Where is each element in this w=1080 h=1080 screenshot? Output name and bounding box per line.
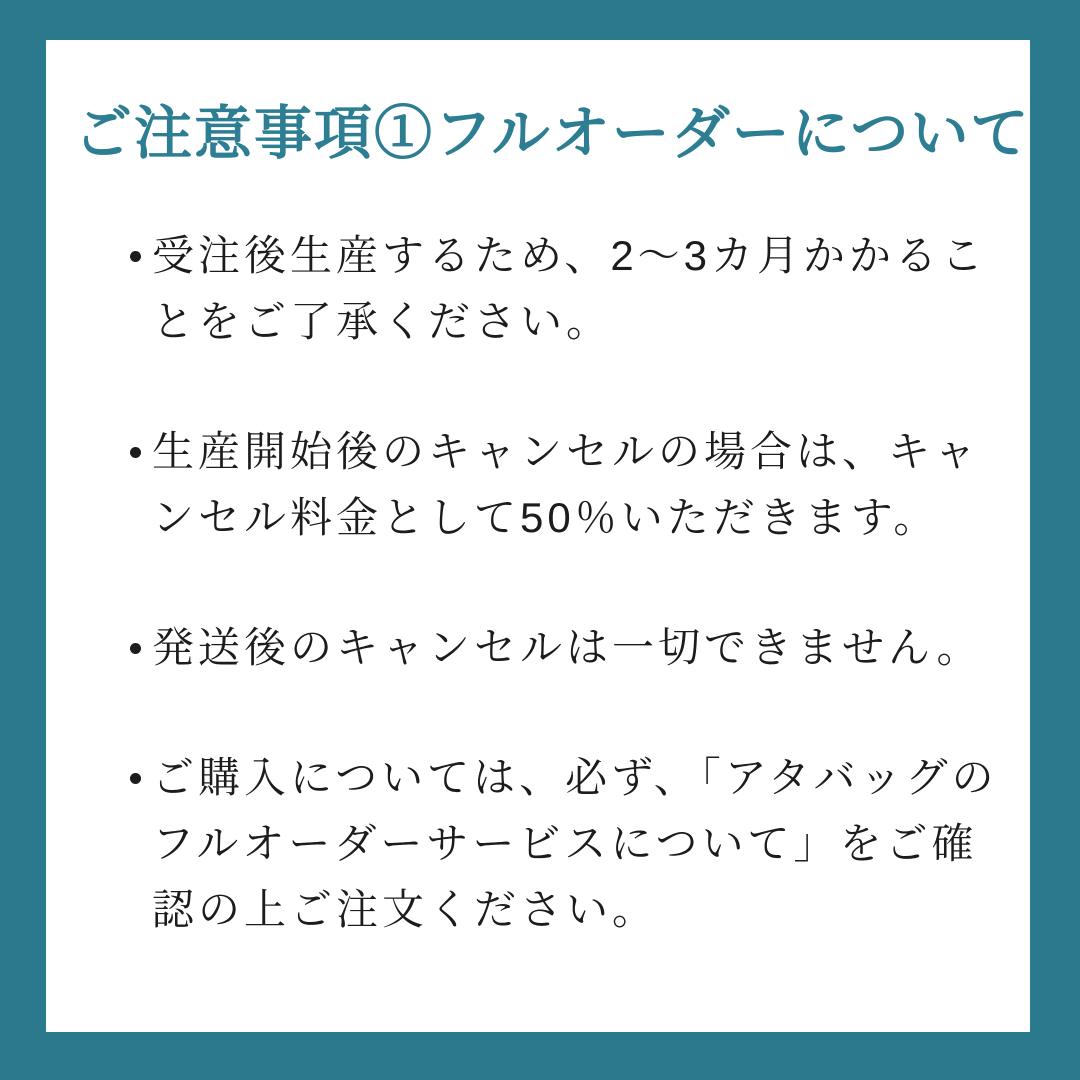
notes-list [72,223,1000,943]
page-title: ご注意事項①フルオーダーについて [74,101,1031,166]
note-text: ご購入については、必ず、「アタバッグのフルオーダーサービスについて」をご確認の上ご注文ください。 [152,754,998,934]
white-panel [46,40,1030,1032]
bullet-dot-icon [130,773,141,784]
note-text: 受注後生産するため、2〜3カ月かかることをご了承ください。 [152,232,988,346]
bullet-dot-icon [130,251,141,262]
list-item [130,223,1000,355]
bullet-dot-icon [130,643,141,654]
list-item [130,745,1000,943]
list-item [130,615,1000,681]
list-item [130,419,1000,551]
note-text: 生産開始後のキャンセルの場合は、キャンセル料金として50％いただきます。 [152,428,981,542]
bullet-dot-icon [130,447,141,458]
notice-content [46,40,1030,943]
note-text: 発送後のキャンセルは一切できません。 [152,624,983,672]
